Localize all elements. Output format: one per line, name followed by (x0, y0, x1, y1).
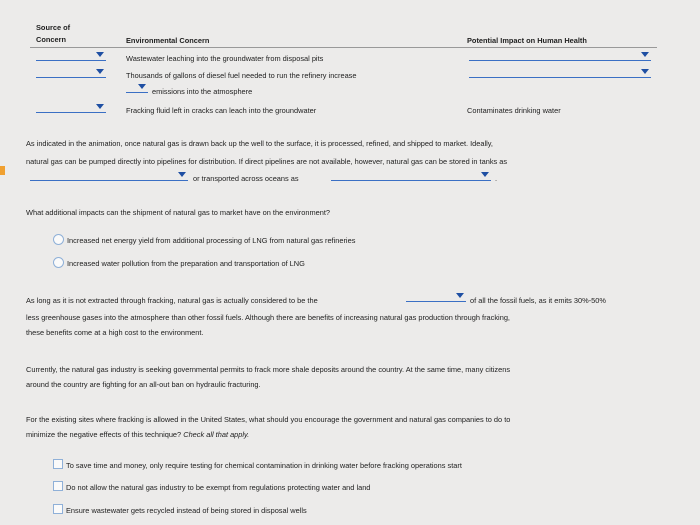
para2-after: of all the fossil fuels, as it emits 30%-50% (470, 296, 606, 305)
q2-option-1-checkbox[interactable] (53, 459, 63, 469)
cleanest-dropdown[interactable] (406, 293, 466, 302)
question2-check-all: Check all that apply. (183, 430, 250, 439)
para1-line2: natural gas can be pumped directly into pipelines for distribution. If direct pipelines are not available, however, natural gas can be stored in tanks as (26, 157, 508, 166)
chevron-down-icon (138, 84, 146, 89)
q1-option-2-label[interactable]: Increased water pollution from the preparation and transportation of LNG (67, 259, 305, 268)
para2-line3: these benefits come at a high cost to the environment. (26, 328, 204, 337)
concern-row-2: Thousands of gallons of diesel fuel needed to run the refinery increase (126, 71, 357, 80)
para1-line1: As indicated in the animation, once natural gas is drawn back up the well to the surface, it is processed, refined, and shipped to market. Ideally, (26, 139, 493, 148)
chevron-down-icon (481, 172, 489, 177)
storage-dropdown[interactable] (30, 172, 188, 181)
q1-option-2-radio[interactable] (53, 257, 64, 268)
chevron-down-icon (456, 293, 464, 298)
header-source: Source of Concern (36, 23, 71, 44)
para1-end: . (495, 174, 498, 183)
transport-dropdown[interactable] (331, 172, 491, 181)
chevron-down-icon (96, 104, 104, 109)
q2-option-2-checkbox[interactable] (53, 481, 63, 491)
concern-row-3: emissions into the atmosphere (152, 87, 253, 96)
chevron-down-icon (96, 52, 104, 57)
chevron-down-icon (178, 172, 186, 177)
chevron-down-icon (641, 69, 649, 74)
impact-dropdown-2[interactable] (469, 69, 651, 78)
q1-option-1-label[interactable]: Increased net energy yield from additional processing of LNG from natural gas refineries (67, 236, 356, 245)
para2-start: As long as it is not extracted through fracking, natural gas is actually considered to be the (26, 296, 318, 305)
para2-line2: less greenhouse gases into the atmosphere than other fossil fuels. Although there are benefits of increasing natural gas production through fracking, (26, 313, 510, 322)
q2-option-3-label[interactable]: Ensure wastewater gets recycled instead of being stored in disposal wells (66, 506, 307, 515)
concern-row-4: Fracking fluid left in cracks can leach into the groundwater (126, 106, 317, 115)
para3-line1: Currently, the natural gas industry is seeking governmental permits to frack more shale deposits around the country. At the same time, many citizens (26, 365, 511, 374)
chevron-down-icon (96, 69, 104, 74)
q1-option-1-radio[interactable] (53, 234, 64, 245)
para1-middle: or transported across oceans as (193, 174, 299, 183)
q2-option-2-label[interactable]: Do not allow the natural gas industry to be exempt from regulations protecting water and land (66, 483, 371, 492)
concern-row-1: Wastewater leaching into the groundwater from disposal pits (126, 54, 324, 63)
q2-option-3-checkbox[interactable] (53, 504, 63, 514)
source-dropdown-1[interactable] (36, 52, 106, 61)
impact-row-4: Contaminates drinking water (467, 106, 561, 115)
header-concern: Environmental Concern (126, 36, 210, 45)
question2-line1: For the existing sites where fracking is allowed in the United States, what should you encourage the government and natural gas companies to do to (26, 415, 511, 424)
header-impact: Potential Impact on Human Health (467, 36, 587, 45)
source-dropdown-4[interactable] (36, 104, 106, 113)
q2-option-1-label[interactable]: To save time and money, only require testing for chemical contamination in drinking water before fracking operations start (66, 461, 462, 470)
edge-marker (0, 166, 5, 175)
impact-dropdown-1[interactable] (469, 52, 651, 61)
question2-line2 (26, 430, 249, 439)
question1-prompt: What additional impacts can the shipment of natural gas to market have on the environment? (26, 208, 331, 217)
source-dropdown-2[interactable] (36, 69, 106, 78)
concern-inline-dropdown[interactable] (126, 84, 148, 93)
question2-line2-plain: minimize the negative effects of this technique? (26, 430, 182, 439)
header-divider (30, 47, 657, 48)
chevron-down-icon (641, 52, 649, 57)
para3-line2: around the country are fighting for an all-out ban on hydraulic fracturing. (26, 380, 261, 389)
